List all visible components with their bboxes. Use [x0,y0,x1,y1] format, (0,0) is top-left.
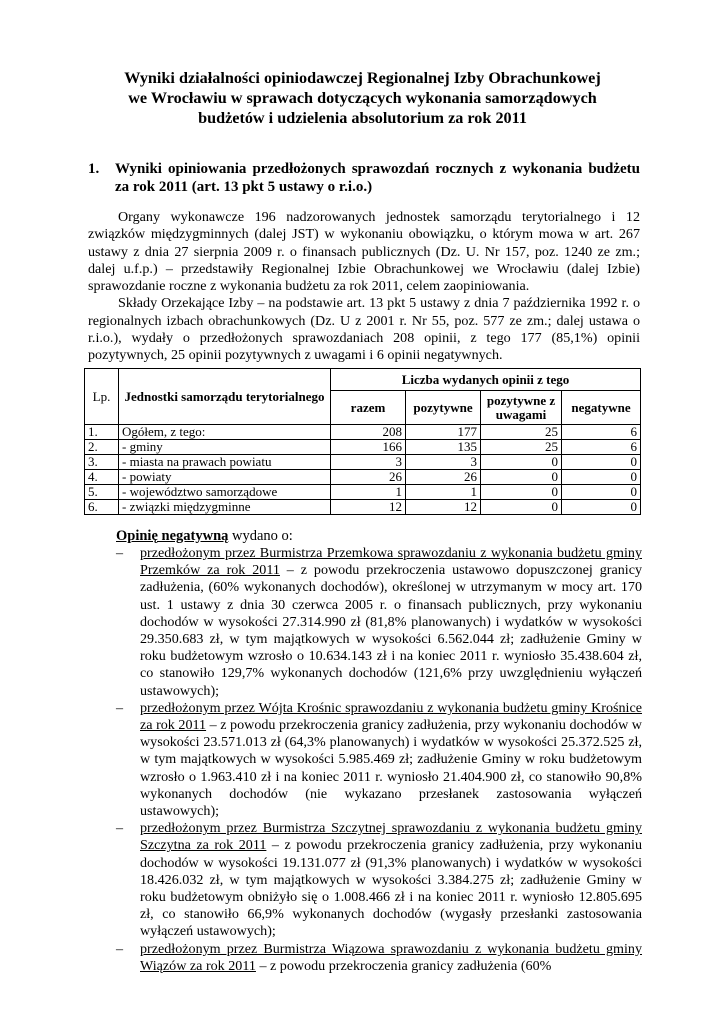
row-uwagi: 0 [481,470,562,485]
item-underlined: przedłożonym przez Burmistrza Szczytnej sprawozdaniu z wykonania budżetu gminy Szczytna za rok 2011 [140,820,642,854]
row-pozytywne: 12 [406,500,481,515]
opinions-table [84,368,641,515]
item-underlined: przedłożonym przez Wójta Krośnic sprawozdaniu z wykonania budżetu gminy Krośnice za rok 2011 [140,699,642,734]
list-item [116,545,642,700]
section-number: 1. [88,161,100,177]
row-uwagi: 0 [481,500,562,515]
section-heading [88,160,640,196]
row-uwagi: 25 [481,440,562,455]
row-negatywne: 0 [562,500,641,515]
row-razem: 12 [331,500,406,515]
negative-lead-rest: wydano o: [228,528,293,544]
row-name: - związki międzygminne [119,500,331,515]
item-text: – z powodu przekroczenia granicy zadłużenia, przy wykonaniu dochodów w wysokości 23.571.013 zł (64,3% planowanych) i wydatków w wysokości 25.372.525 zł, w tym majątkowych w wysokości 5.985.469 zł; zadłużenie Gminy w roku budżetowym wzrosło o 1.963.410 zł i na koniec 2011 r. wyniosło 21.404.900 zł, co stanowiło 90,8% wykonanych dochodów (nie wykazano przesłanek zastosowania wyłączeń ustawowych); [140,717,642,820]
row-razem: 26 [331,470,406,485]
row-lp: 5. [85,485,119,500]
item-underlined: przedłożonym przez Burmistrza Wiązowa sprawozdaniu z wykonania budżetu gminy Wiązów za rok 2011 [140,940,642,974]
row-razem: 3 [331,455,406,470]
table-row [85,440,641,455]
list-item [116,941,642,975]
row-lp: 3. [85,455,119,470]
paragraph-2: Składy Orzekające Izby – na podstawie art. 13 pkt 5 ustawy z dnia 7 października 1992 r. o regionalnych izbach obrachunkowych (Dz. U z 2001 r. Nr 55, poz. 577 ze zm.; dalej ustawa o r.i.o.), wydały o przedłożonych sprawozdaniach 208 opinii, z tego 177 (85,1%) opinii pozytywnych, 25 opinii pozytywnych z uwagami i 6 opinii negatywnych. [88,295,640,364]
item-text: – z powodu przekroczenia granicy zadłużenia, przy wykonaniu dochodów w wysokości 19.131.077 zł (91,3% planowanych) i wydatków w wysokości 18.426.032 zł, w tym majątkowych w wysokości 3.384.275 zł; zadłużenie Gminy w roku budżetowym obniżyło się o 1.008.466 zł i na koniec 2011 r. wyniosło 12.805.695 zł, co stanowiło 66,9% wykonanych dochodów (wygasły przesłanki zastosowania wyłączeń ustawowych); [140,837,642,940]
dash-bullet: – [116,820,124,837]
header-lp: Lp. [85,369,119,425]
title-line-2: we Wrocławiu w sprawach dotyczących wykonania samorządowych [128,89,597,107]
table-row [85,485,641,500]
row-name: - województwo samorządowe [119,485,331,500]
dash-bullet: – [116,699,124,716]
list-item [116,820,642,940]
row-pozytywne: 26 [406,470,481,485]
paragraph-1: Organy wykonawcze 196 nadzorowanych jednostek samorządu terytorialnego i 12 związków międzygminnych (dalej JST) w wykonaniu obowiązku, o którym mowa w art. 267 ustawy z dnia 27 sierpnia 2009 r. o finansach publicznych (Dz. U. Nr 157, poz. 1240 ze zm.; dalej u.f.p.) – przedstawiły Regionalnej Izbie Obrachunkowej we Wrocławiu (dalej Izbie) sprawozdanie roczne z wykonania budżetu za rok 2011, celem zaopiniowania. [88,209,640,295]
row-razem: 1 [331,485,406,500]
header-group: Liczba wydanych opinii z tego [331,369,641,391]
header-razem: razem [331,391,406,425]
title-line-1: Wyniki działalności opiniodawczej Regionalnej Izby Obrachunkowej [124,69,601,87]
body-text [88,209,640,365]
table-row [85,425,641,440]
row-negatywne: 0 [562,470,641,485]
row-name: Ogółem, z tego: [119,425,331,440]
row-uwagi: 0 [481,455,562,470]
row-pozytywne: 135 [406,440,481,455]
dash-bullet: – [116,940,124,957]
row-negatywne: 0 [562,485,641,500]
list-item [116,700,642,820]
dash-bullet: – [116,545,124,561]
item-underlined: przedłożonym przez Burmistrza Przemkowa sprawozdaniu z wykonania budżetu gminy Przemków za rok 2011 [140,545,642,579]
negative-lead-bold: Opinię negatywną [116,528,229,544]
row-pozytywne: 177 [406,425,481,440]
row-pozytywne: 1 [406,485,481,500]
table-row [85,500,641,515]
row-lp: 4. [85,470,119,485]
row-negatywne: 6 [562,440,641,455]
header-unit: Jednostki samorządu terytorialnego [119,369,331,425]
negative-opinions-list [116,545,642,975]
table-row [85,455,641,470]
header-pozytywne-z-uwagami: pozytywne z uwagami [481,391,562,425]
title-line-3: budżetów i udzielenia absolutorium za rok 2011 [198,109,527,127]
row-lp: 2. [85,440,119,455]
table-row [85,470,641,485]
row-pozytywne: 3 [406,455,481,470]
row-name: - powiaty [119,470,331,485]
header-negatywne: negatywne [562,391,641,425]
negative-opinions-heading [116,527,293,545]
document-title [95,68,630,128]
row-name: - miasta na prawach powiatu [119,455,331,470]
row-negatywne: 0 [562,455,641,470]
row-razem: 208 [331,425,406,440]
row-razem: 166 [331,440,406,455]
section-heading-text: Wyniki opiniowania przedłożonych sprawozdań rocznych z wykonania budżetu za rok 2011 (art. 13 pkt 5 ustawy o r.i.o.) [115,161,640,195]
item-text: – z powodu przekroczenia ustawowo dopuszczonej granicy zadłużenia, (60% wykonanych dochodów), określonej w utrzymanym w mocy art. 170 ust. 1 ustawy z dnia 30 czerwca 2005 r. o finansach publicznych, przy wykonaniu dochodów w wysokości 27.314.990 zł (81,8% planowanych) i wydatków w wysokości 29.350.683 zł, w tym majątkowych w wysokości 6.562.044 zł; zadłużenie Gminy w roku budżetowym wzrosło o 10.634.143 zł i na koniec 2011 r. wyniosło 35.438.604 zł, co stanowiło 129,7% wykonanych dochodów (121,6% przy uwzględnieniu wyłączeń ustawowych); [140,562,642,699]
row-name: - gminy [119,440,331,455]
row-uwagi: 0 [481,485,562,500]
row-negatywne: 6 [562,425,641,440]
row-lp: 1. [85,425,119,440]
row-uwagi: 25 [481,425,562,440]
item-text: – z powodu przekroczenia granicy zadłużenia (60% [255,957,552,974]
header-pozytywne: pozytywne [406,391,481,425]
row-lp: 6. [85,500,119,515]
